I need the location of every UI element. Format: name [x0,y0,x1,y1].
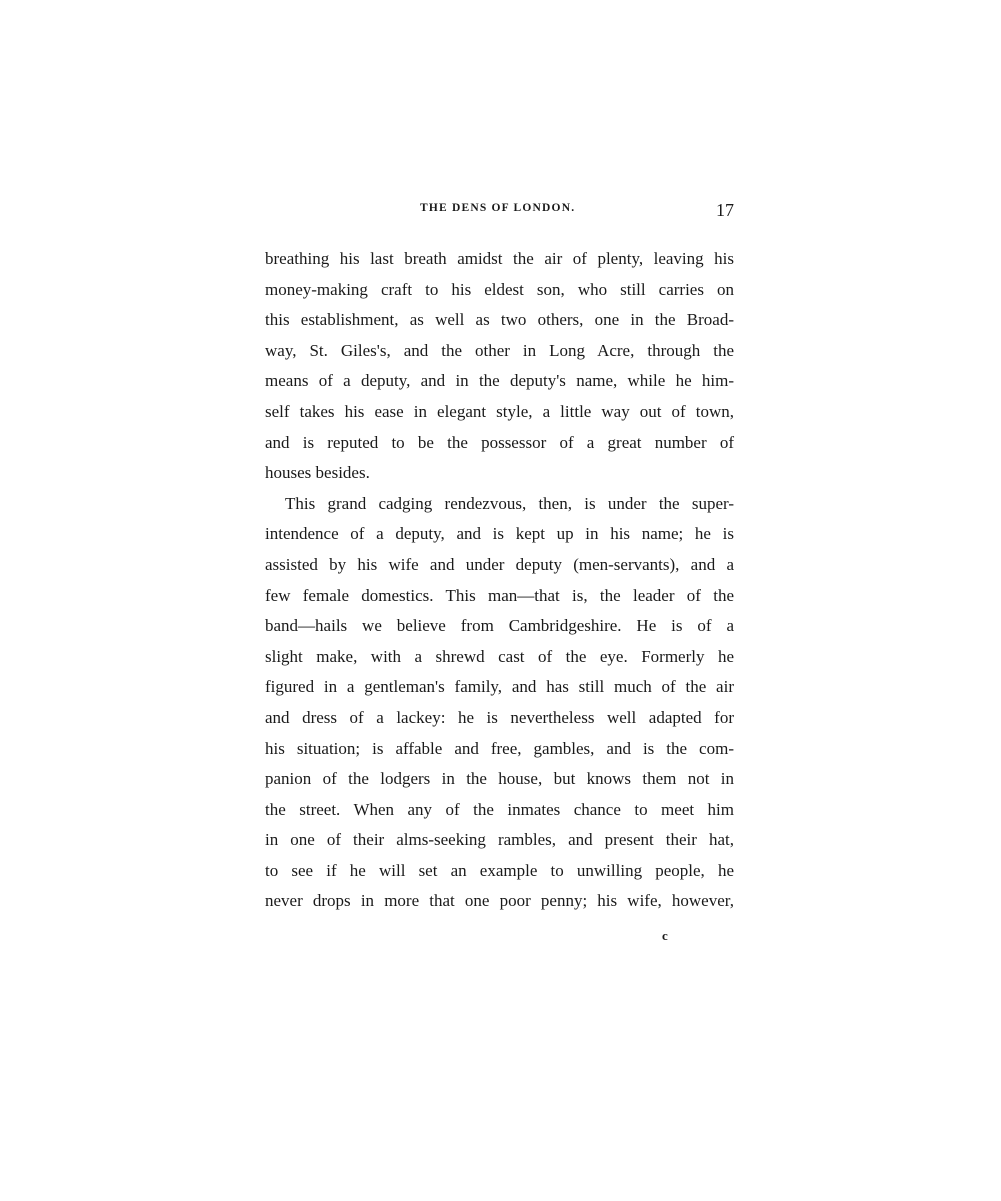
text-line: assisted by his wife and under deputy (men-servants), and a [265,554,734,574]
page-number: 17 [716,200,734,220]
text-line: this establishment, as well as two others, one in the Broad- [265,310,734,330]
text-line: breathing his last breath amidst the air of plenty, leaving his [265,249,734,268]
text-line: and dress of a lackey: he is nevertheless well adapted for [265,707,734,727]
text-line: his situation; is affable and free, gambles, and is the com- [265,738,734,758]
text-line: This grand cadging rendezvous, then, is under the super- [285,493,734,513]
text-line: in one of their alms-seeking rambles, and present their hat, [265,830,734,850]
text-line: to see if he will set an example to unwilling people, he [265,860,734,880]
text-line: slight make, with a shrewd cast of the eye. Formerly he [265,646,734,666]
running-title: THE DENS OF LONDON. [420,202,576,214]
running-head [265,200,740,222]
text-line: few female domestics. This man—that is, the leader of the [265,585,734,605]
text-line: way, St. Giles's, and the other in Long Acre, through the [265,340,734,360]
text-line: figured in a gentleman's family, and has still much of the air [265,677,734,697]
text-line: panion of the lodgers in the house, but knows them not in [265,769,734,789]
text-line: intendence of a deputy, and is kept up in his name; he is [265,524,734,544]
text-line: the street. When any of the inmates chance to meet him [265,799,734,819]
text-line: band—hails we believe from Cambridgeshire. He is of a [265,616,734,636]
signature-mark: c [662,928,669,943]
text-line: means of a deputy, and in the deputy's name, while he him- [265,371,734,391]
text-line: never drops in more that one poor penny; his wife, however, [265,891,734,911]
text-line: self takes his ease in elegant style, a little way out of town, [265,401,734,421]
text-line: and is reputed to be the possessor of a great number of [265,432,734,452]
body-text [265,244,734,917]
text-line: houses besides. [265,463,370,483]
text-line: money-making craft to his eldest son, who still carries on [265,279,734,299]
